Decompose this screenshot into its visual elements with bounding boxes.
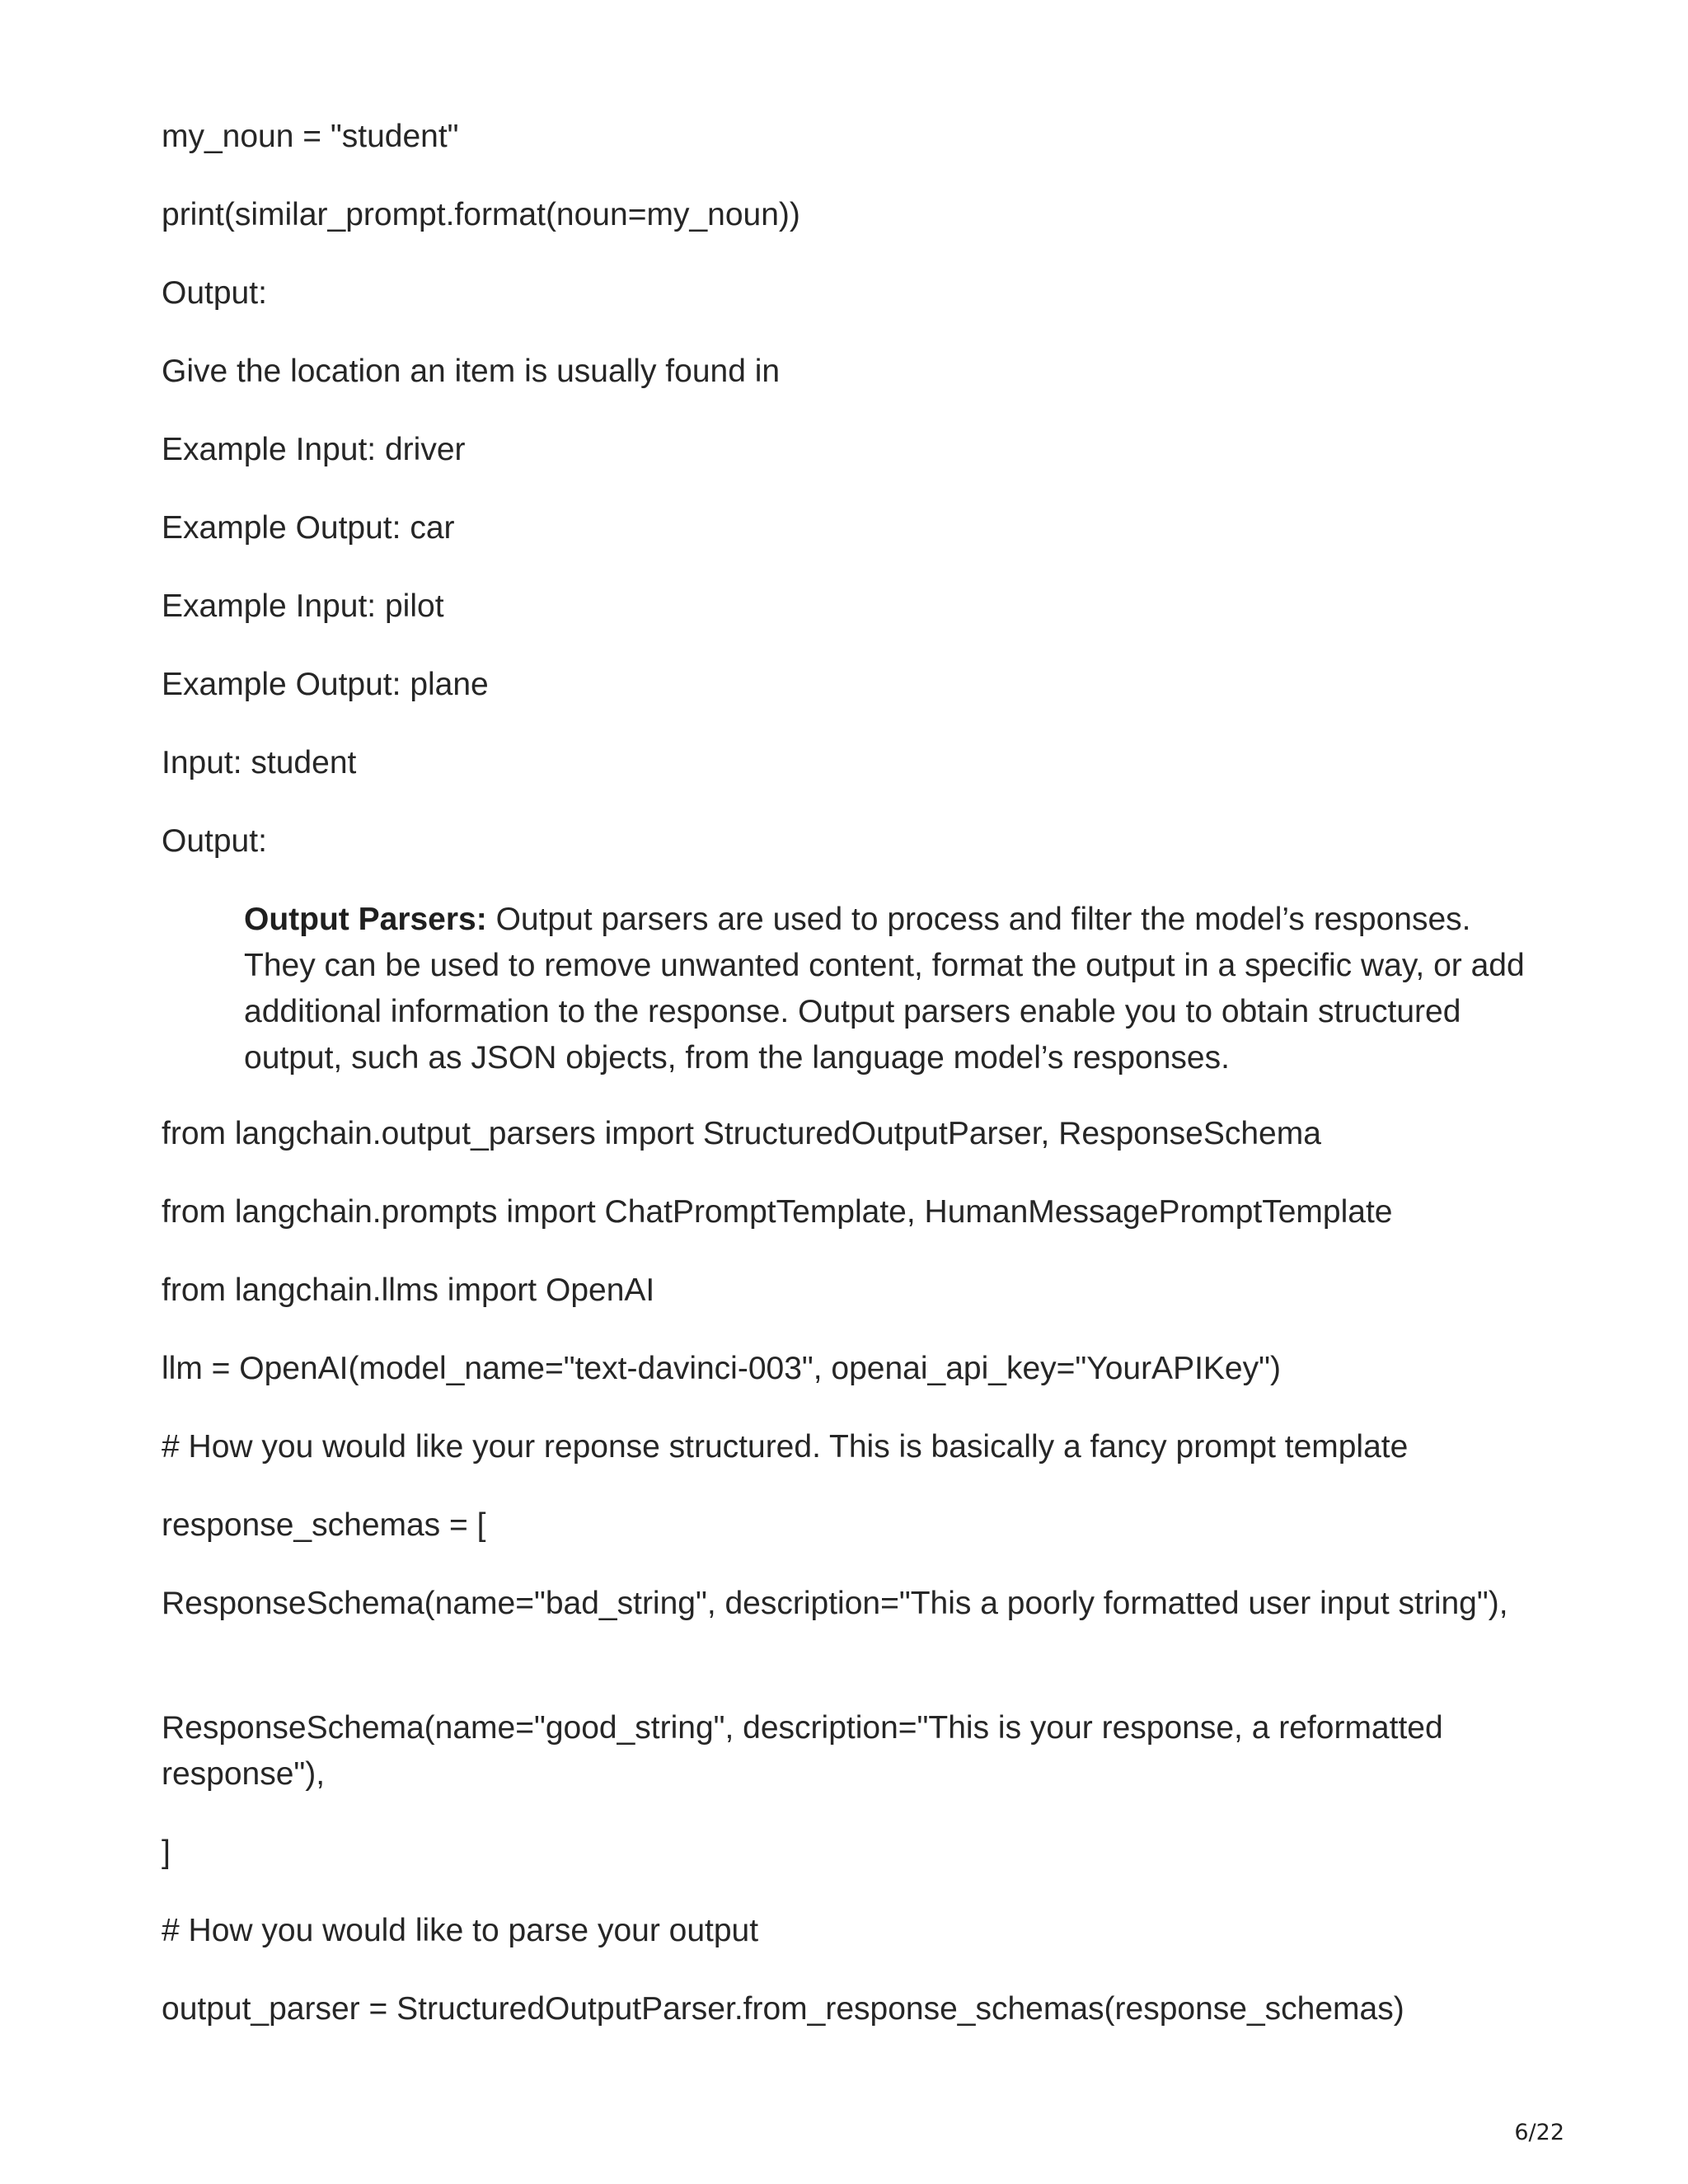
code-line: my_noun = "student"	[162, 119, 459, 154]
text-line: Example Output: plane	[162, 667, 489, 702]
code-line: from langchain.prompts import ChatPromptTemplate, HumanMessagePromptTemplate	[162, 1194, 1393, 1230]
text-line: Give the location an item is usually found in	[162, 354, 781, 389]
code-comment: # How you would like to parse your output	[162, 1913, 759, 1948]
code-line: ResponseSchema(name="good_string", description="This is your response, a reformatted response"),	[162, 1710, 1443, 1792]
code-line: response_schemas = [	[162, 1507, 486, 1543]
code-line: print(similar_prompt.format(noun=my_noun))	[162, 197, 800, 232]
code-line: llm = OpenAI(model_name="text-davinci-003", openai_api_key="YourAPIKey")	[162, 1351, 1281, 1386]
text-line: Input: student	[162, 745, 357, 780]
text-line: Example Output: car	[162, 510, 455, 546]
text-line: Output:	[162, 823, 267, 859]
code-line: output_parser = StructuredOutputParser.from_response_schemas(response_schemas)	[162, 1991, 1404, 2027]
code-line: from langchain.output_parsers import StructuredOutputParser, ResponseSchema	[162, 1116, 1321, 1151]
code-line: ResponseSchema(name="bad_string", description="This a poorly formatted user input string"),	[162, 1586, 1508, 1621]
output-parsers-callout	[244, 897, 1530, 1081]
code-line: from langchain.llms import OpenAI	[162, 1272, 655, 1308]
callout-heading: Output Parsers:	[244, 902, 487, 937]
code-line: ]	[162, 1835, 171, 1870]
callout-body: Output parsers are used to process and filter the model’s responses. They can be used to remove unwanted content, format the output in a specific way, or add additional information to the response. Output parsers enable you to obtain structured output, such as JSON objects, from the language model’s responses.	[244, 902, 1525, 1076]
text-line: Example Input: pilot	[162, 588, 444, 624]
page-number: 6/22	[1514, 2120, 1564, 2145]
code-comment: # How you would like your reponse structured. This is basically a fancy prompt template	[162, 1429, 1409, 1465]
text-line: Output:	[162, 275, 267, 311]
text-line: Example Input: driver	[162, 432, 466, 467]
